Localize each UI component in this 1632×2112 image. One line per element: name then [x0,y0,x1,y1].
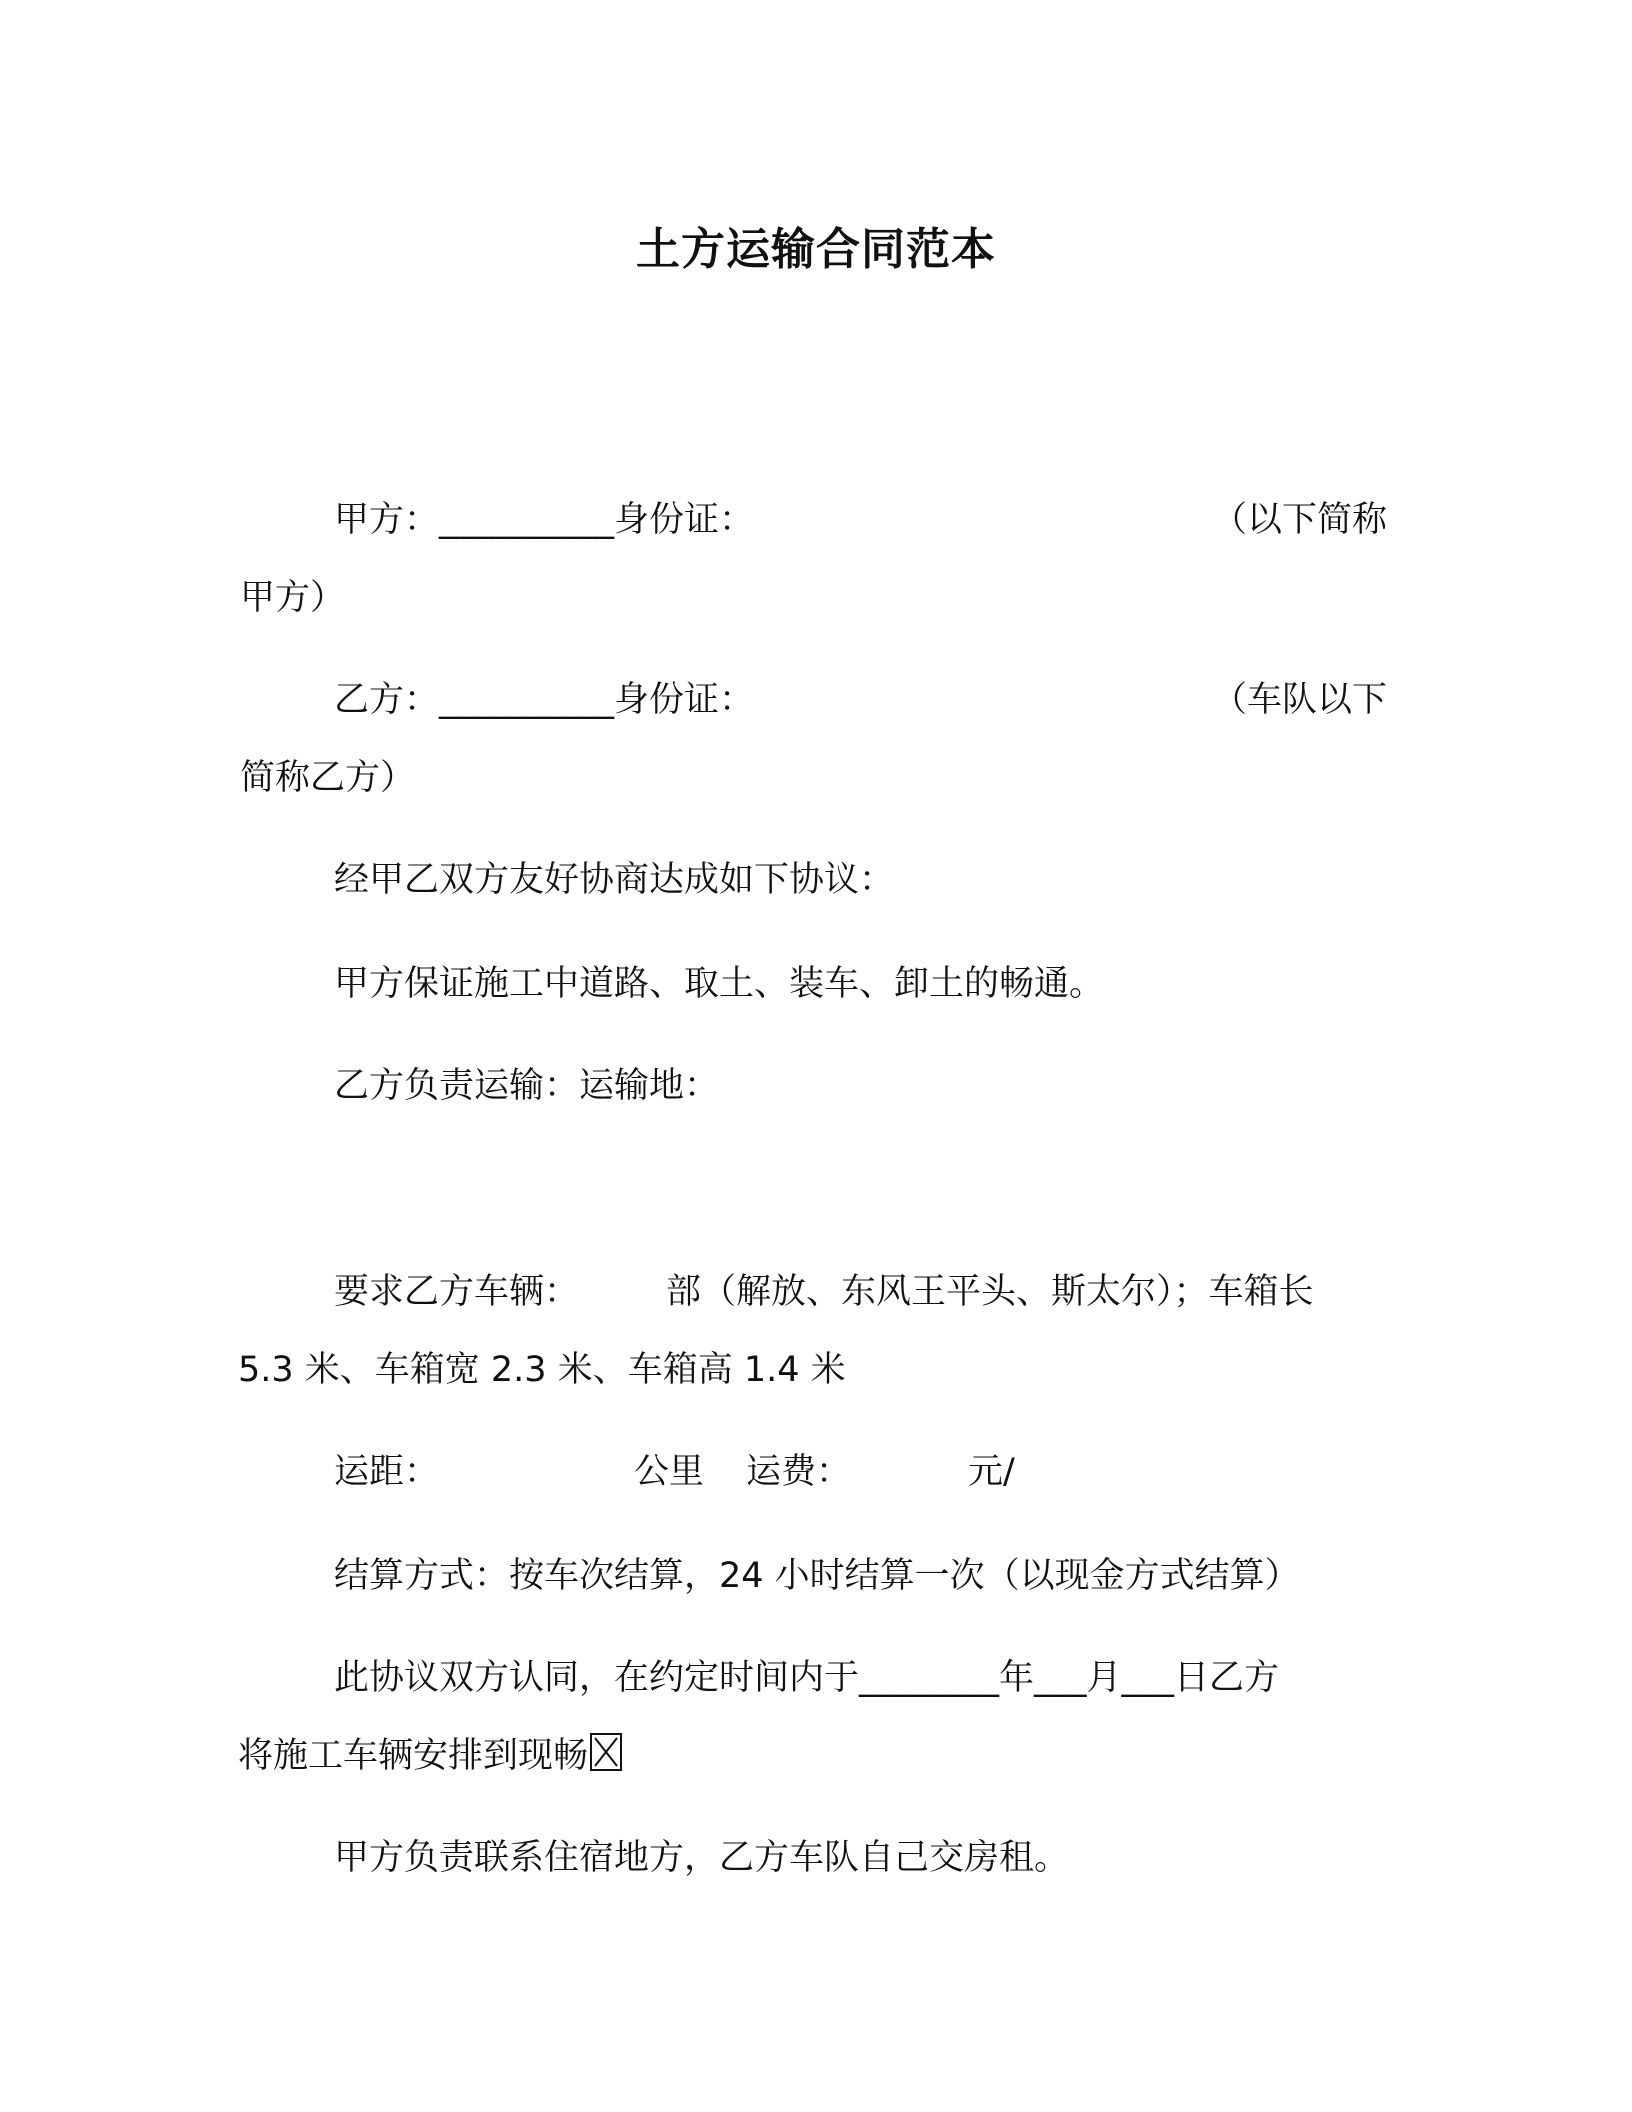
clause-road: 甲方保证施工中道路、取土、装车、卸土的畅通。 [334,964,1105,1004]
vehicles-dimensions: 5.3 米、车箱宽 2.3 米、车箱高 1.4 米 [238,1350,846,1390]
schedule-clause: 此协议双方认同，在约定时间内于________年___月___日乙方 [334,1658,1280,1698]
intro-paragraph: 经甲乙双方友好协商达成如下协议： [334,860,895,900]
vehicles-detail: 部（解放、东风王平头、斯太尔）；车箱长 [666,1272,1314,1312]
document-title: 土方运输合同范本 [636,224,996,275]
distance-unit: 公里 [634,1452,705,1492]
missing-glyph-icon [590,1733,622,1771]
clause-transport: 乙方负责运输：运输地： [334,1066,720,1106]
party-a-alias: （以下简称 [1212,500,1388,540]
party-b-line-continued: 简称乙方） [240,758,416,798]
schedule-clause-continued [238,1732,622,1780]
fee-label: 运费： [746,1452,852,1492]
distance-label: 运距： [334,1452,440,1492]
schedule-text: 将施工车辆安排到现畅 [238,1736,589,1776]
party-b-line: 乙方：__________身份证： [334,680,755,720]
lodging-clause: 甲方负责联系住宿地方，乙方车队自己交房租。 [334,1838,1070,1878]
party-a-line: 甲方：__________身份证： [334,500,755,540]
party-a-line-continued: 甲方） [240,578,346,618]
fee-unit: 元/ [968,1452,1015,1492]
party-b-alias: （车队以下 [1212,680,1388,720]
vehicles-prefix: 要求乙方车辆： [334,1272,580,1312]
settlement-clause: 结算方式：按车次结算，24 小时结算一次（以现金方式结算） [334,1556,1300,1596]
